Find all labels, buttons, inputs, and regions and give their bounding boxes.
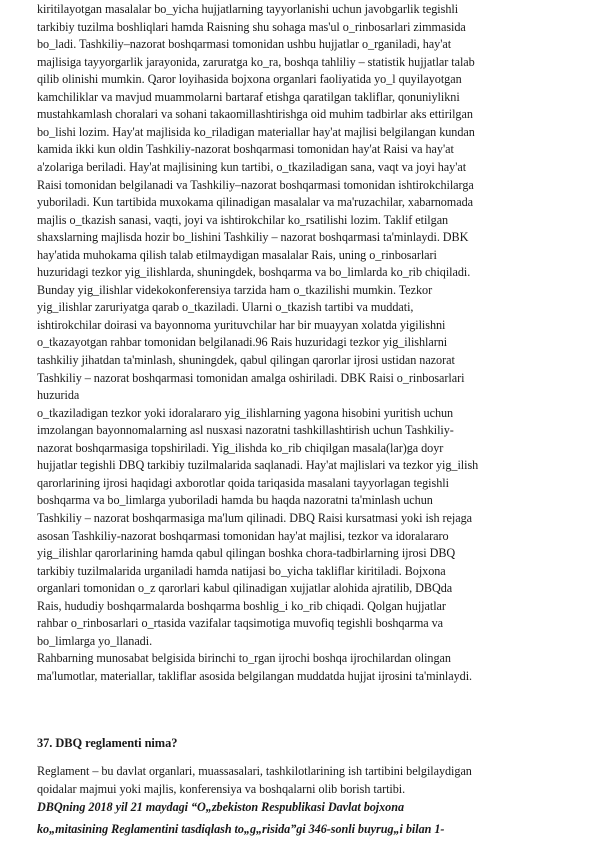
body-line: qilib olinishi mumkin. Qaror loyihasida bojxona organlari faoliyatida yo_l quyilayotgan <box>37 72 462 87</box>
body-line: mustahkamlash choralari va sohani takaomillashtirishga oid muhim tadbirlar aks ettirilgan <box>37 107 473 122</box>
body-line: rahbar o_rinbosarlari o_rtasida vazifalar taqsimotiga muvofiq tegishli boshqarma va <box>37 616 444 631</box>
body-line: nazorat boshqarmasiga topshiriladi. Yig_ilishda ko_rib chiqilgan masala(lar)ga doyr <box>37 440 444 455</box>
body-line: Rais, hududiy boshqarmalarda boshqarma boshlig_i ko_rib chiqadi. Qolgan hujjatlar <box>37 598 446 613</box>
body-line: bo_limlarga yo_llanadi. <box>37 633 153 648</box>
body-line: tarkibiy tuzilmalarida urganiladi hamda natijasi bo_yicha takliflar kiritiladi. Bojxona <box>37 563 446 578</box>
section-heading: 37. DBQ reglamenti nima? <box>37 736 178 750</box>
body-line: kamchiliklar va mavjud muammolarni bartaraf etishga qaratilgan takliflar, qonuniylikni <box>37 89 460 104</box>
body-line: a'zolariga beriladi. Hay'at majlisining kun tartibi, o_tkaziladigan sana, vaqt va joyi hay'at <box>37 159 467 174</box>
body-line: imzolangan bayonnomalarning asl nusxasi nazoratni tashkillashtirish uchun Tashkiliy- <box>37 423 454 438</box>
body-line: hujjatlar tegishli DBQ tarkibiy tuzilmalarida saqlanadi. Hay'at majlislari va tezkor yig_ilish <box>37 458 479 473</box>
body-line: Tashkiliy – nazorat boshqarmasiga ma'lum qilinadi. DBQ Raisi kursatmasi yoki ish rejaga <box>37 510 472 525</box>
body-line: shaxslarning majlisda hozir bo_lishini Tashkiliy – nazorat boshqarmasi ta'minlaydi. DBK <box>37 230 469 245</box>
closing-line: DBQning 2018 yil 21 maydagi “O„zbekiston Respublikasi Davlat bojxona <box>37 800 404 814</box>
body-line: huzuridagi tezkor yig_ilishlarda, shuningdek, boshqarma va bo_limlarda ko_rib chiqiladi. <box>37 265 471 280</box>
body-line: ishtirokchilar doirasi va bayonnoma yurituvchilar har bir muayyan xolatda yigilishni <box>37 317 446 332</box>
section-line: qoidalar majmui yoki majlis, konferensiya va boshqalarni olib borish tartibi. <box>37 782 406 796</box>
body-line: tarkibiy tuzilma boshliqlari hamda Raisning shu sohaga mas'ul o_rinbosarlari zimmasida <box>37 19 466 34</box>
body-line: hay'atida muhokama qilish talab etilmaydigan masalalar Rais, uning o_rinbosarlari <box>37 247 437 262</box>
body-line: kamida ikki kun oldin Tashkiliy-nazorat boshqarmasi tomonidan hay'at Raisi va hay'at <box>37 142 454 157</box>
body-line: organlari tomonidan o_z qarorlari kabul qilinadigan xujjatlar alohida ajratilib, DBQda <box>37 581 453 596</box>
body-line: qarorlarining ijrosi haqidagi axborotlar qoida tariqasida masalani tayyorlagan tegishli <box>37 475 449 490</box>
body-line: o_tkaziladigan tezkor yoki idoralararo yig_ilishlarning yagona hisobini yuritish uchun <box>37 405 454 420</box>
body-line: asosan Tashkiliy-nazorat boshqarmasi tomonidan hay'at majlisi, tezkor va idoralararo <box>37 528 449 543</box>
body-line: kiritilayotgan masalalar bo_yicha hujjatlarning tayyorlanishi uchun javobgarlik tegishli <box>37 2 459 16</box>
body-line: yig_ilishlar qarorlarining hamda qabul qilingan boshka chora-tadbirlarning ijrosi DBQ <box>37 546 456 561</box>
body-line: bo_ladi. Tashkiliy–nazorat boshqarmasi tomonidan ushbu hujjatlar o_rganiladi, hay'at <box>37 37 452 52</box>
body-line: Tashkiliy – nazorat boshqarmasi tomonidan amalga oshiriladi. DBK Raisi o_rinbosarlari <box>37 370 465 385</box>
body-line: majlis o_tkazish sanasi, vaqti, joyi va ishtirokchilar ko_rsatilishi lozim. Taklif etilgan <box>37 212 449 227</box>
body-line: Rahbarning munosabat belgisida birinchi to_rgan ijrochi boshqa ijrochilardan olingan <box>37 651 451 666</box>
body-line: yuboriladi. Kun tartibida muxokama qilinadigan masalalar va ma'ruzachilar, xabarnomada <box>37 195 473 210</box>
body-line: bo_lishi lozim. Hay'at majlisida ko_riladigan materiallar hay'at majlisi belgilangan kundan <box>37 124 475 139</box>
section-line: Reglament – bu davlat organlari, muassasalari, tashkilotlarining ish tartibini belgilaydigan <box>37 764 472 778</box>
body-line: majlisiga tayyorgarlik jarayonida, zaruratga ko_ra, boshqa tahliliy – statistik hujjatlar talab <box>37 54 475 69</box>
body-line: ma'lumotlar, materiallar, takliflar asosida belgilangan muddatda hujjat ijrosini ta'minlaydi. <box>37 668 473 683</box>
body-line: o_tkazayotgan rahbar tomonidan belgilanadi.96 Rais huzuridagi tezkor yig_ilishlarni <box>37 335 448 350</box>
body-line: huzurida <box>37 388 80 403</box>
body-line: tashkiliy jihatdan ta'minlash, shuningdek, qabul qilingan qarorlar ijrosi ustidan nazorat <box>37 353 455 367</box>
body-line: Raisi tomonidan belgilanadi va Tashkiliy–nazorat boshqarmasi tomonidan ishtirokchilarga <box>37 177 474 192</box>
body-line: yig_ilishlar zaruriyatga qarab o_tkaziladi. Ularni o_tkazish tartibi va muddati, <box>37 300 414 315</box>
closing-line: ko„mitasining Reglamentini tasdiqlash to„g„risida”gi 346-sonli buyrug„i bilan 1- <box>37 822 445 836</box>
body-line: Bunday yig_ilishlar videkokonferensiya tarzida ham o_tkazilishi mumkin. Tezkor <box>37 282 433 297</box>
body-line: boshqarma va bo_limlarga yuboriladi hamda bu haqda nazoratni ta'minlash uchun <box>37 493 433 508</box>
